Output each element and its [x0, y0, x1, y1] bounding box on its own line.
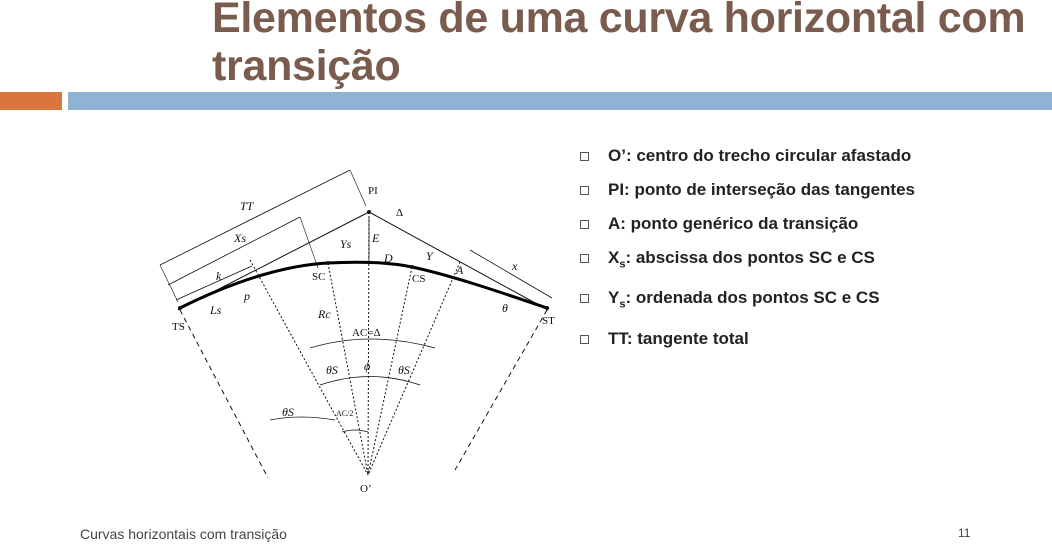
- label-theta-s-3: θS: [282, 405, 294, 419]
- bullet-item: TT: tangente total: [578, 323, 1048, 355]
- accent-bar-orange: [0, 92, 62, 110]
- label-a: A: [456, 263, 464, 277]
- bullet-item: A: ponto genérico da transição: [578, 208, 1048, 240]
- label-ts: TS: [172, 321, 185, 333]
- label-rc: Rc: [318, 307, 331, 321]
- label-theta-s-2: θS: [398, 363, 410, 377]
- arc-ac: [310, 339, 435, 348]
- slide-title: Elementos de uma curva horizontal com transição: [212, 0, 1026, 90]
- label-d: D: [384, 251, 393, 265]
- label-theta: θ: [502, 301, 508, 315]
- label-cs: CS: [412, 273, 426, 285]
- square-bullet-icon: [580, 186, 589, 195]
- label-o-prime: O’: [360, 483, 372, 495]
- label-xs: Xs: [234, 231, 246, 245]
- label-y: Y: [426, 249, 433, 263]
- square-bullet-icon: [580, 335, 589, 344]
- square-bullet-icon: [580, 152, 589, 161]
- label-x: x: [512, 259, 518, 273]
- label-delta: Δ: [396, 207, 404, 219]
- bullet-item: PI: ponto de interseção das tangentes: [578, 174, 1048, 206]
- label-ys: Ys: [340, 237, 352, 251]
- label-ls: Ls: [210, 303, 222, 317]
- label-p: p: [244, 289, 250, 303]
- page-number: 11: [958, 526, 971, 540]
- right-tangent-line: [369, 212, 548, 310]
- label-st: ST: [542, 315, 555, 327]
- square-bullet-icon: [580, 220, 589, 229]
- label-ac-delta: AC=Δ: [352, 327, 381, 339]
- bullet-item: O’: centro do trecho circular afastado: [578, 140, 1048, 172]
- square-bullet-icon: [580, 254, 589, 263]
- curve-diagram: [150, 170, 570, 500]
- label-e: E: [372, 231, 380, 245]
- label-tt: TT: [240, 199, 254, 213]
- label-theta-s-1: θS: [326, 363, 338, 377]
- bullet-list: [578, 140, 1048, 357]
- label-sc: SC: [312, 271, 326, 283]
- square-bullet-icon: [580, 294, 589, 303]
- transition-curve: [180, 262, 547, 308]
- footer-text: Curvas horizontais com transição: [80, 526, 287, 542]
- label-k: k: [216, 269, 222, 283]
- dashed-ts: [180, 310, 268, 478]
- tt-dimension: [160, 170, 350, 265]
- label-phi: ϕ: [364, 359, 371, 373]
- label-pi: PI: [368, 185, 378, 197]
- bullet-item: $X_s$: abscissa dos pontos SC e CS: [578, 242, 1048, 280]
- bullet-item: $Y_s$: ordenada dos pontos SC e CS: [578, 282, 1048, 320]
- dashed-st: [455, 310, 547, 470]
- label-ac2: AC/2: [336, 409, 354, 418]
- accent-bar-blue: [68, 92, 1052, 110]
